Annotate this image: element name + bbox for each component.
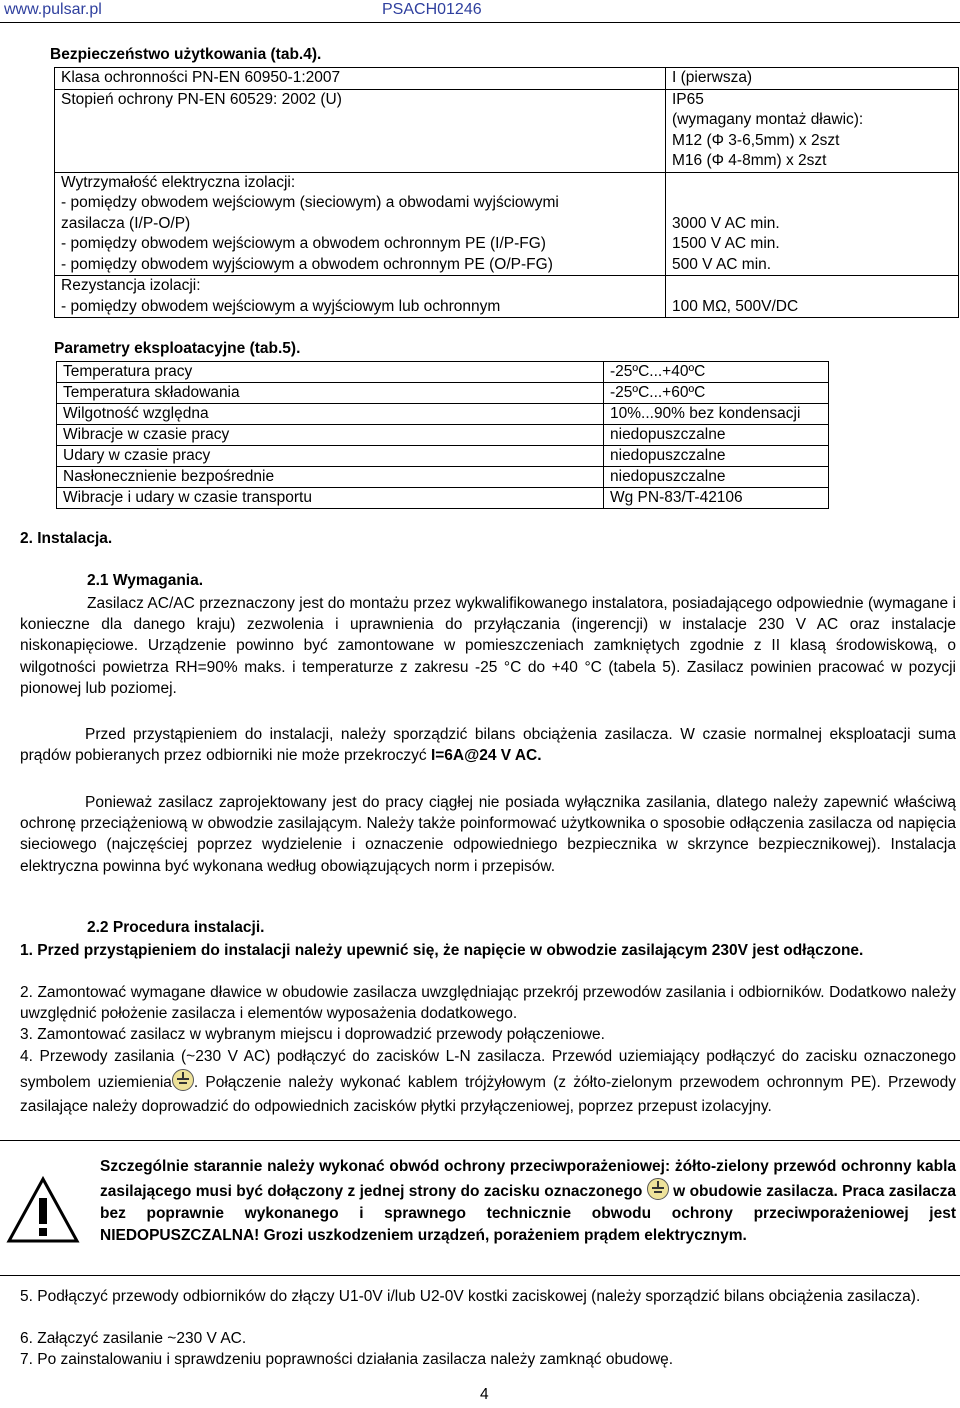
safety-table [54,67,959,318]
cell-line: (wymagany montaż dławic): [672,111,864,128]
cell-line: 100 MΩ, 500V/DC [672,297,799,315]
safety-param-cell [55,89,666,172]
cell-line: 1500 V AC min. [672,235,780,252]
cell-line [672,173,952,194]
earth-symbol-icon [172,1069,194,1091]
requirements-text: Zasilacz AC/AC przeznaczony jest do montażu przez wykwalifikowanego instalatora, posiadającego odpowiednie (wymagane i konieczne dla danego kraju) zezwolenia i uprawnienia do przyłączania (ingerencji) w instalacje 230 V AC oraz instalacje niskonapięciowe. Urządzenie powinno być zamontowane w pomieszczeniach zamkniętych zgodnie z II klasą środowiskową, o wilgotności powietrza RH=90% maks. i temperaturze z zakresu -25 °C do +40 °C (tabela 5). Zasilacz powinien pracować w pozycji pionowej lub poziomej. [20,595,956,697]
param-name-cell: Nasłonecznienie bezpośrednie [57,467,604,488]
warning-text-b: w obudowie zasilacza. Praca zasilacza bez poprawnie wykonanego i sprawnego technicznie obwodu ochrony przeciwporażeniowej jest NIEDOPUSZCZALNA! Grozi uszkodzeniem urządzeń, porażeniem prądem elektrycznym. [100,1183,956,1244]
step-6: 6. Załączyć zasilanie ~230 V AC. [20,1330,247,1347]
param-value-cell: Wg PN-83/T-42106 [604,488,829,509]
cell-line: Stopień ochrony PN-EN 60529: 2002 (U) [61,90,342,108]
load-limit: I=6A@24 V AC. [430,747,542,765]
warning-top-rule [0,1140,960,1141]
header-rule [0,22,960,23]
safety-row [55,68,959,90]
cell-line: zasilacza (I/P-O/P) [61,214,191,232]
cell-line [672,276,952,297]
param-name-cell: Temperatura pracy [57,362,604,383]
param-value-cell: niedopuszczalne [604,446,829,467]
params-row [57,362,829,383]
param-name-cell: Udary w czasie pracy [57,446,604,467]
cell-line [672,193,952,214]
site-url: www.pulsar.pl [4,1,102,18]
params-row [57,425,829,446]
param-name-cell: Wibracje i udary w czasie transportu [57,488,604,509]
param-value-cell: -25ºC...+40ºC [604,362,829,383]
params-table [56,361,829,509]
cell-line: M12 (Φ 3-6,5mm) x 2szt [672,131,840,149]
param-value-cell: niedopuszczalne [604,425,829,446]
cell-line: - pomiędzy obwodem wejściowym a wyjściowym lub ochronnym [61,297,501,315]
param-name-cell: Wibracje w czasie pracy [57,425,604,446]
param-value-cell: 10%...90% bez kondensacji [604,404,829,425]
params-row [57,488,829,509]
safety-title: Bezpieczeństwo użytkowania (tab.4). [50,46,322,63]
safety-param-cell [55,276,666,318]
protection-text: Ponieważ zasilacz zaprojektowany jest do pracy ciągłej nie posiada wyłącznika zasilania, dlatego należy zapewnić właściwą ochronę przeciążeniową w obwodzie zasilającym. Należy także poinformować użytkownika o sposobie odłączenia zasilacza od napięcia sieciowego (najczęściej poprzez wydzielenie i oznaczenie odpowiedniego bezpiecznika w skrzynce bezpiecznikowej). Instalacja elektryczna powinna być wykonana według obowiązujących norm i przepisów. [20,794,956,875]
param-value-cell: -25ºC...+60ºC [604,383,829,404]
warning-icon [6,1176,80,1244]
cell-line: Rezystancja izolacji: [61,277,201,294]
procedure-heading: 2.2 Procedura instalacji. [87,919,265,936]
step-2: 2. Zamontować wymagane dławice w obudowie zasilacza uwzględniając przekrój przewodów zasilania i odbiorników. Dodatkowo należy uwzględnić położenie zasilacza i elementów wyposażenia dodatkowego. [20,984,956,1023]
page-header [0,0,960,24]
step-4 [20,1045,956,1119]
page-number: 4 [480,1386,489,1403]
params-title: Parametry eksploatacyjne (tab.5). [54,340,301,357]
safety-value-cell [666,89,959,172]
cell-line: Wytrzymałość elektryczna izolacji: [61,173,296,191]
safety-row [55,172,959,276]
warning-bottom-rule [0,1275,960,1276]
cell-line: IP65 [672,90,704,108]
safety-param-cell [55,172,666,276]
step-4-text-b: . Połączenie należy wykonać kablem trójżyłowym (z żółto-zielonym przewodem ochronnym PE). Przewody zasilające należy doprowadzić do odpowiednich zacisków płytki przyłączeniowej, poprzez przepust izolacyjny. [20,1074,957,1115]
cell-line: 3000 V AC min. [672,214,780,232]
step-3: 3. Zamontować zasilacz w wybranym miejscu i doprowadzić przewody połączeniowe. [20,1026,605,1043]
earth-symbol-icon [647,1178,669,1200]
step-7: 7. Po zainstalowaniu i sprawdzeniu poprawności działania zasilacza należy zamknąć obudowę. [20,1351,674,1368]
params-row [57,446,829,467]
install-heading: 2. Instalacja. [20,530,113,547]
params-row [57,404,829,425]
cell-line: - pomiędzy obwodem wyjściowym a obwodem ochronnym PE (O/P-FG) [61,255,553,273]
safety-value-cell [666,172,959,276]
param-name-cell: Temperatura składowania [57,383,604,404]
cell-line: M16 (Φ 4-8mm) x 2szt [672,152,827,169]
warning-text-a: Szczególnie starannie należy wykonać obwód ochrony przeciwporażeniowej: żółto-zielony przewód ochronny kabla zasilającego musi być dołączony z jednej strony do zacisku oznaczonego [100,1158,956,1200]
cell-line: - pomiędzy obwodem wejściowym a obwodem ochronnym PE (I/P-FG) [61,235,546,252]
cell-line: Klasa ochronności PN-EN 60950-1:2007 [61,69,341,86]
params-row [57,467,829,488]
product-code: PSACH01246 [382,1,482,18]
safety-value-cell [666,68,959,90]
cell-line: I (pierwsza) [672,69,753,86]
params-row [57,383,829,404]
load-paragraph [20,724,956,766]
step-4-text-a: 4. Przewody zasilania (~230 V AC) podłączyć do zacisków L-N zasilacza. Przewód uziemiający podłączyć do zacisku oznaczonego symbolem uziemienia [20,1048,956,1091]
safety-row [55,276,959,318]
safety-value-cell [666,276,959,318]
step-1: 1. Przed przystąpieniem do instalacji należy upewnić się, że napięcie w obwodzie zasilającym 230V jest odłączone. [20,942,864,959]
param-value-cell: niedopuszczalne [604,467,829,488]
param-name-cell: Wilgotność względna [57,404,604,425]
safety-row [55,89,959,172]
requirements-heading: 2.1 Wymagania. [87,572,204,589]
safety-param-cell [55,68,666,90]
warning-text [100,1156,956,1247]
cell-line: - pomiędzy obwodem wejściowym (sieciowym) a obwodami wyjściowymi [61,194,559,211]
cell-line: 500 V AC min. [672,255,772,273]
load-text: Przed przystąpieniem do instalacji, należy sporządzić bilans obciążenia zasilacza. W czasie normalnej eksploatacji suma prądów pobieranych przez odbiorniki nie może przekroczyć [20,726,956,765]
step-5: 5. Podłączyć przewody odbiorników do złączy U1-0V i/lub U2-0V kostki zaciskowej (należy sporządzić bilans obciążenia zasilacza). [20,1288,921,1305]
